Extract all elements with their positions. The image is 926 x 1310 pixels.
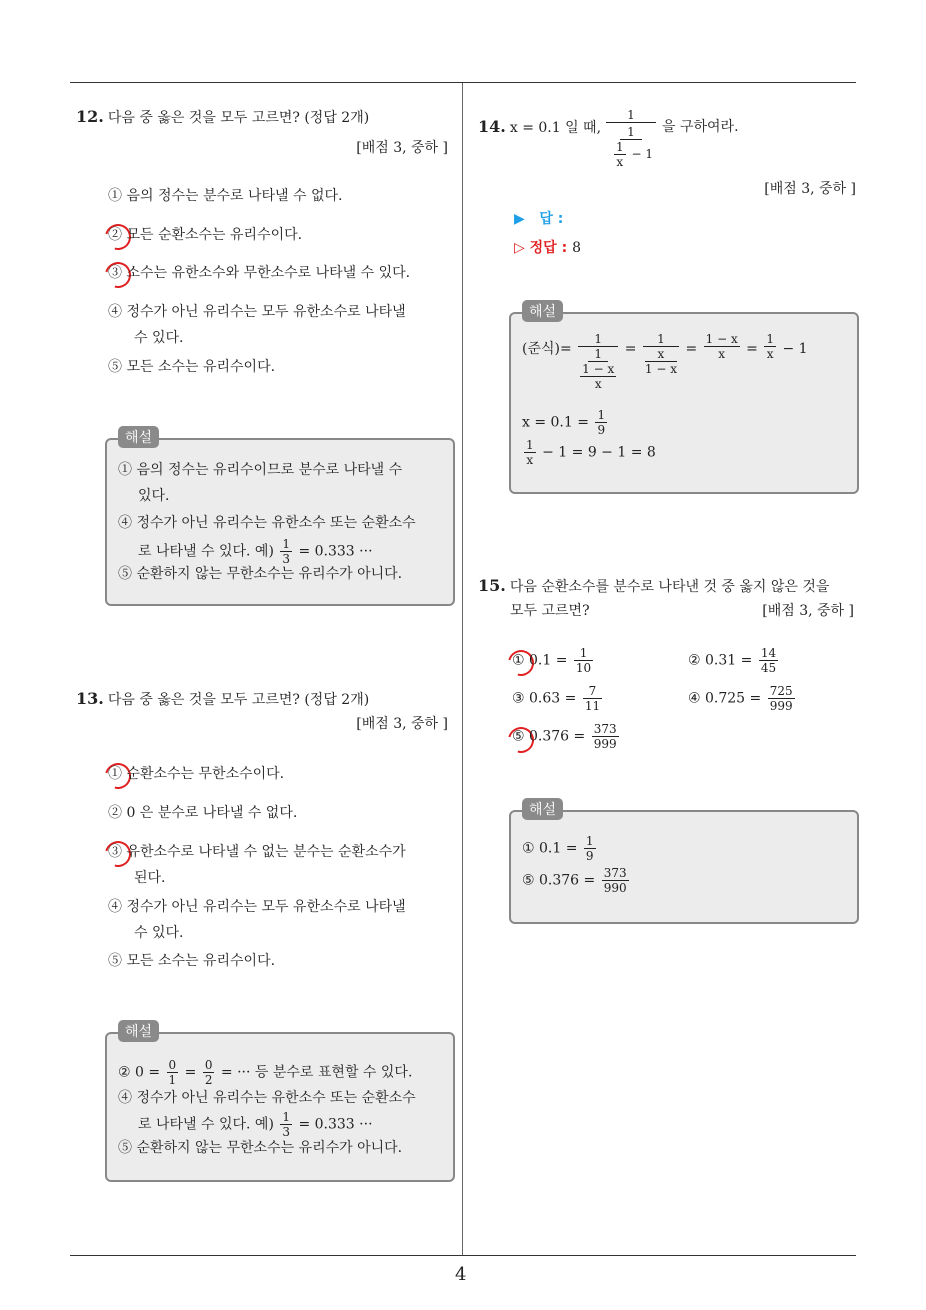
q14-number: 14. (478, 117, 506, 136)
q13-heading (76, 688, 369, 711)
q15-expl-2-fraction: $\frac{373}{990}$ (603, 866, 627, 895)
q15-text2: 모두 고르면? (510, 603, 590, 619)
column-divider (462, 83, 463, 1255)
q12-option-4[interactable]: ④ 정수가 아닌 유리수는 모두 유한소수로 나타낼 (108, 304, 406, 320)
q13-expl-1 (118, 1058, 412, 1087)
q13-expl-1b: = (184, 1064, 197, 1081)
q14-expl-1a: (준식)= (522, 341, 572, 357)
q15-option-2-fraction: $\frac{14}{45}$ (760, 646, 777, 675)
q15-option-3[interactable] (512, 684, 604, 713)
q12-option-5[interactable]: ⑤ 모든 소수는 유리수이다. (108, 359, 276, 375)
q12-expl-1: ① 음의 정수는 유리수이므로 분수로 나타낼 수 (118, 462, 403, 478)
q14-correct-row (514, 237, 581, 257)
q15-expl-2-label: ⑤ 0.376 = (522, 872, 596, 889)
q12-option-3[interactable]: ③ 소수는 유한소수와 무한소수로 나타낼 수 있다. (108, 265, 411, 281)
q15-number: 15. (478, 576, 506, 595)
q15-option-1-label: ① 0.1 = (512, 652, 568, 669)
fraction-one-ninth: $\frac{1}{9}$ (597, 408, 606, 437)
fraction-one-minus-x-over-x: $\frac{1 - x}{x}$ (705, 332, 738, 361)
q12-explanation-tag: 해설 (118, 426, 159, 448)
q15-expl-2 (522, 866, 631, 895)
q15-option-2[interactable] (688, 646, 780, 675)
fraction-one-over-x: $\frac{1}{x}$ (616, 140, 624, 169)
q12-number: 12. (76, 107, 104, 126)
q12-expl-4-text: 로 나타낼 수 있다. 예) (138, 543, 274, 560)
q13-expl-4: ⑤ 순환하지 않는 무한소수는 유리수가 아니다. (118, 1140, 403, 1156)
q15-option-4-fraction: $\frac{725}{999}$ (769, 684, 793, 713)
q15-option-3-fraction: $\frac{7}{11}$ (584, 684, 601, 713)
q14-expl-3a: − 1 = 9 − 1 = 8 (542, 444, 656, 461)
play-triangle-icon: ▶ (514, 211, 525, 227)
q14-expl-3 (522, 438, 656, 467)
q13-text: 다음 중 옳은 것을 모두 고르면? (정답 2개) (107, 692, 370, 708)
q13-explanation-tag: 해설 (118, 1020, 159, 1042)
q13-option-4-cont: 수 있다. (134, 925, 184, 941)
q13-option-3-cont: 된다. (134, 870, 166, 886)
q13-expl-1c: = ··· 등 분수로 표현할 수 있다. (220, 1064, 413, 1081)
q15-expl-1-label: ① 0.1 = (522, 840, 578, 857)
q15-option-5-fraction: $\frac{373}{999}$ (593, 722, 617, 751)
q15-option-2-label: ② 0.31 = (688, 652, 753, 669)
q15-points: [배점 3, 중하 ] (762, 603, 854, 619)
q12-expl-2: 있다. (138, 488, 170, 504)
q12-points: [배점 3, 중하 ] (356, 140, 448, 156)
q14-answer-row[interactable] (514, 208, 563, 228)
fraction-zero-over-two: $\frac{0}{2}$ (204, 1058, 213, 1087)
q15-text: 다음 순환소수를 분수로 나타낸 것 중 옳지 않은 것을 (509, 579, 830, 595)
q15-option-3-label: ③ 0.63 = (512, 690, 577, 707)
nested-fraction: 1 1 $\frac{1 - x}{x}$ (578, 332, 618, 391)
q14-explanation-tag: 해설 (522, 300, 563, 322)
q15-explanation-tag: 해설 (522, 798, 563, 820)
q13-expl-3 (138, 1110, 373, 1139)
q12-option-2[interactable]: ② 모든 순환소수는 유리수이다. (108, 227, 303, 243)
q14-correct-value: 8 (572, 240, 581, 256)
q13-option-1[interactable]: ① 순환소수는 무한소수이다. (108, 766, 285, 782)
q13-expl-3b: = 0.333 ··· (298, 1116, 373, 1133)
q15-option-4-label: ④ 0.725 = (688, 690, 762, 707)
q15-option-1-fraction: $\frac{1}{10}$ (575, 646, 592, 675)
q13-expl-3a: 로 나타낼 수 있다. 예) (138, 1116, 274, 1133)
q15-option-5-label: ⑤ 0.376 = (512, 728, 586, 745)
fraction-one-third: $\frac{1}{3}$ (282, 1110, 290, 1139)
fraction-one-third: $\frac{1}{3}$ (282, 537, 290, 566)
q13-number: 13. (76, 689, 104, 708)
q14-text-post: 을 구하여라. (662, 119, 739, 135)
fraction-one-over-x: $\frac{1}{x}$ (766, 332, 774, 361)
q12-heading (76, 106, 369, 129)
q12-expl-3: ④ 정수가 아닌 유리수는 유한소수 또는 순환소수 (118, 515, 416, 531)
q15-heading (478, 575, 829, 598)
q12-text: 다음 중 옳은 것을 모두 고르면? (정답 2개) (107, 110, 370, 126)
fraction-one-over-x-over: 1 x 1 − x (644, 332, 677, 376)
q14-points: [배점 3, 중하 ] (764, 181, 856, 197)
fraction-zero-over-one: $\frac{0}{1}$ (168, 1058, 177, 1087)
q14-correct-label: 정답 : (529, 240, 568, 256)
q12-option-1[interactable]: ① 음의 정수는 분수로 나타낼 수 없다. (108, 188, 343, 204)
fraction-one-over-x: $\frac{1}{x}$ (526, 438, 534, 467)
outline-triangle-icon: ▷ (514, 240, 525, 256)
q15-option-5[interactable] (512, 722, 621, 751)
q13-option-3[interactable]: ③ 유한소수로 나타낼 수 없는 분수는 순환소수가 (108, 844, 406, 860)
q14-expl-1: (준식)= 1 1 $\frac{1 - x}{x}$ = 1 x 1 − x = $\frac{1 - x}{x}$ = $\frac{1}{x}$ − 1 (522, 332, 808, 391)
q15-expl-1 (522, 834, 598, 863)
q14-text-pre: x = 0.1 일 때, (509, 120, 602, 136)
q15-option-1[interactable] (512, 646, 595, 675)
q15-option-4[interactable] (688, 684, 797, 713)
q12-expl-5: ⑤ 순환하지 않는 무한소수는 유리수가 아니다. (118, 566, 403, 582)
q14-heading (478, 116, 601, 139)
q14-expl-2 (522, 408, 609, 437)
q14-answer-label: 답 : (539, 211, 564, 227)
q13-option-2[interactable]: ② 0 은 분수로 나타낼 수 없다. (108, 805, 298, 821)
q14-complex-fraction: 1 1 $\frac{1}{x}$ − 1 (606, 108, 656, 169)
q13-option-5[interactable]: ⑤ 모든 소수는 유리수이다. (108, 953, 276, 969)
top-rule (70, 82, 856, 83)
q14-expl-2a: x = 0.1 = (522, 414, 589, 431)
q13-points: [배점 3, 중하 ] (356, 716, 448, 732)
q13-option-4[interactable]: ④ 정수가 아닌 유리수는 모두 유한소수로 나타낼 (108, 899, 406, 915)
q13-expl-2: ④ 정수가 아닌 유리수는 유한소수 또는 순환소수 (118, 1090, 416, 1106)
q12-expl-4-value: = 0.333 ··· (298, 543, 373, 560)
page-number: 4 (455, 1264, 467, 1285)
q13-expl-1a: ② 0 = (118, 1064, 161, 1081)
bottom-rule (70, 1255, 856, 1256)
q15-expl-1-fraction: $\frac{1}{9}$ (585, 834, 594, 863)
q12-option-4-cont: 수 있다. (134, 330, 184, 346)
